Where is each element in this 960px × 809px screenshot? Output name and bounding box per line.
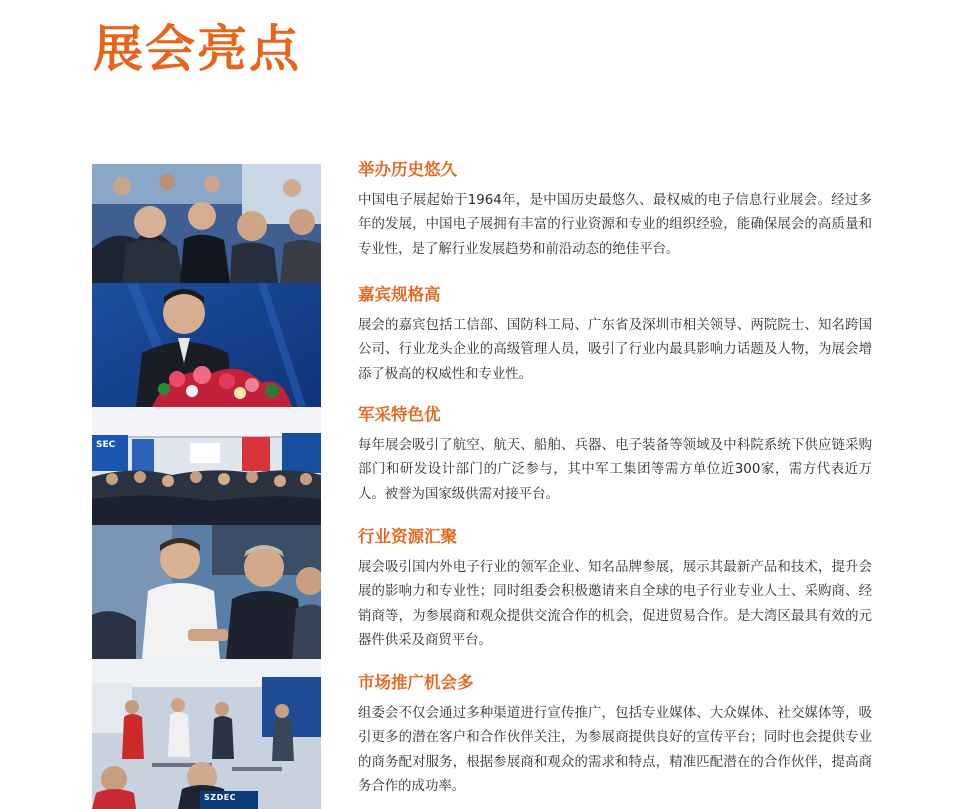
section-title: 嘉宾规格高: [358, 285, 441, 304]
photo-speaker-podium: [92, 283, 321, 407]
section-title: 市场推广机会多: [358, 673, 474, 692]
section-title: 举办历史悠久: [358, 160, 457, 179]
photo-exhibition-hall: [92, 407, 321, 525]
section-body: 展会吸引国内外电子行业的领军企业、知名品牌参展，展示其最新产品和技术，提升会展的影响力和专业性；同时组委会积极邀请来自全球的电子行业专业人士、采购商、经销商等，为参展商和观众提供交流合作的机会，促进贸易合作。是大湾区最具有效的元器件供采及商贸平台。: [358, 560, 872, 648]
hall-signage: SEC: [96, 440, 116, 450]
photo-visitors-hall: [92, 659, 321, 809]
photo-crowd-discussion: [92, 164, 321, 283]
section-marketing: [358, 672, 872, 799]
photo-strip: [92, 164, 321, 809]
photo-business-meeting: [92, 525, 321, 659]
section-title: 军采特色优: [358, 405, 441, 424]
section-military-procurement: [358, 404, 872, 507]
section-body: 展会的嘉宾包括工信部、国防科工局、广东省及深圳市相关领导、两院院士、知名跨国公司、行业龙头企业的高级管理人员，吸引了行业内最具影响力话题及人物，为展会增添了极高的权威性和专业性。: [358, 318, 872, 382]
section-body: 中国电子展起始于1964年，是中国历史最悠久、最权威的电子信息行业展会。经过多年的发展，中国电子展拥有丰富的行业资源和专业的组织经验，能确保展会的高质量和专业性，是了解行业发展趋势和前沿动态的绝佳平台。: [358, 193, 872, 257]
section-body: 每年展会吸引了航空、航天、船舶、兵器、电子装备等领域及中科院系统下供应链采购部门和研发设计部门的广泛参与，其中军工集团等需方单位近300家，需方代表近万人。被誉为国家级供需对接平台。: [358, 438, 872, 502]
section-title: 行业资源汇聚: [358, 527, 457, 546]
section-guests: [358, 284, 872, 387]
page-title: 展会亮点: [93, 20, 301, 78]
section-body: 组委会不仅会通过多种渠道进行宣传推广，包括专业媒体、大众媒体、社交媒体等，吸引更多的潜在客户和合作伙伴关注，为参展商提供良好的宣传平台；同时也会提供专业的商务配对服务，根据参展商和观众的需求和特点，精准匹配潜在的合作伙伴，提高商务合作的成功率。: [358, 706, 872, 794]
section-industry-resources: [358, 526, 872, 653]
hall-signage: SZDEC: [204, 793, 237, 802]
section-history: [358, 159, 872, 262]
